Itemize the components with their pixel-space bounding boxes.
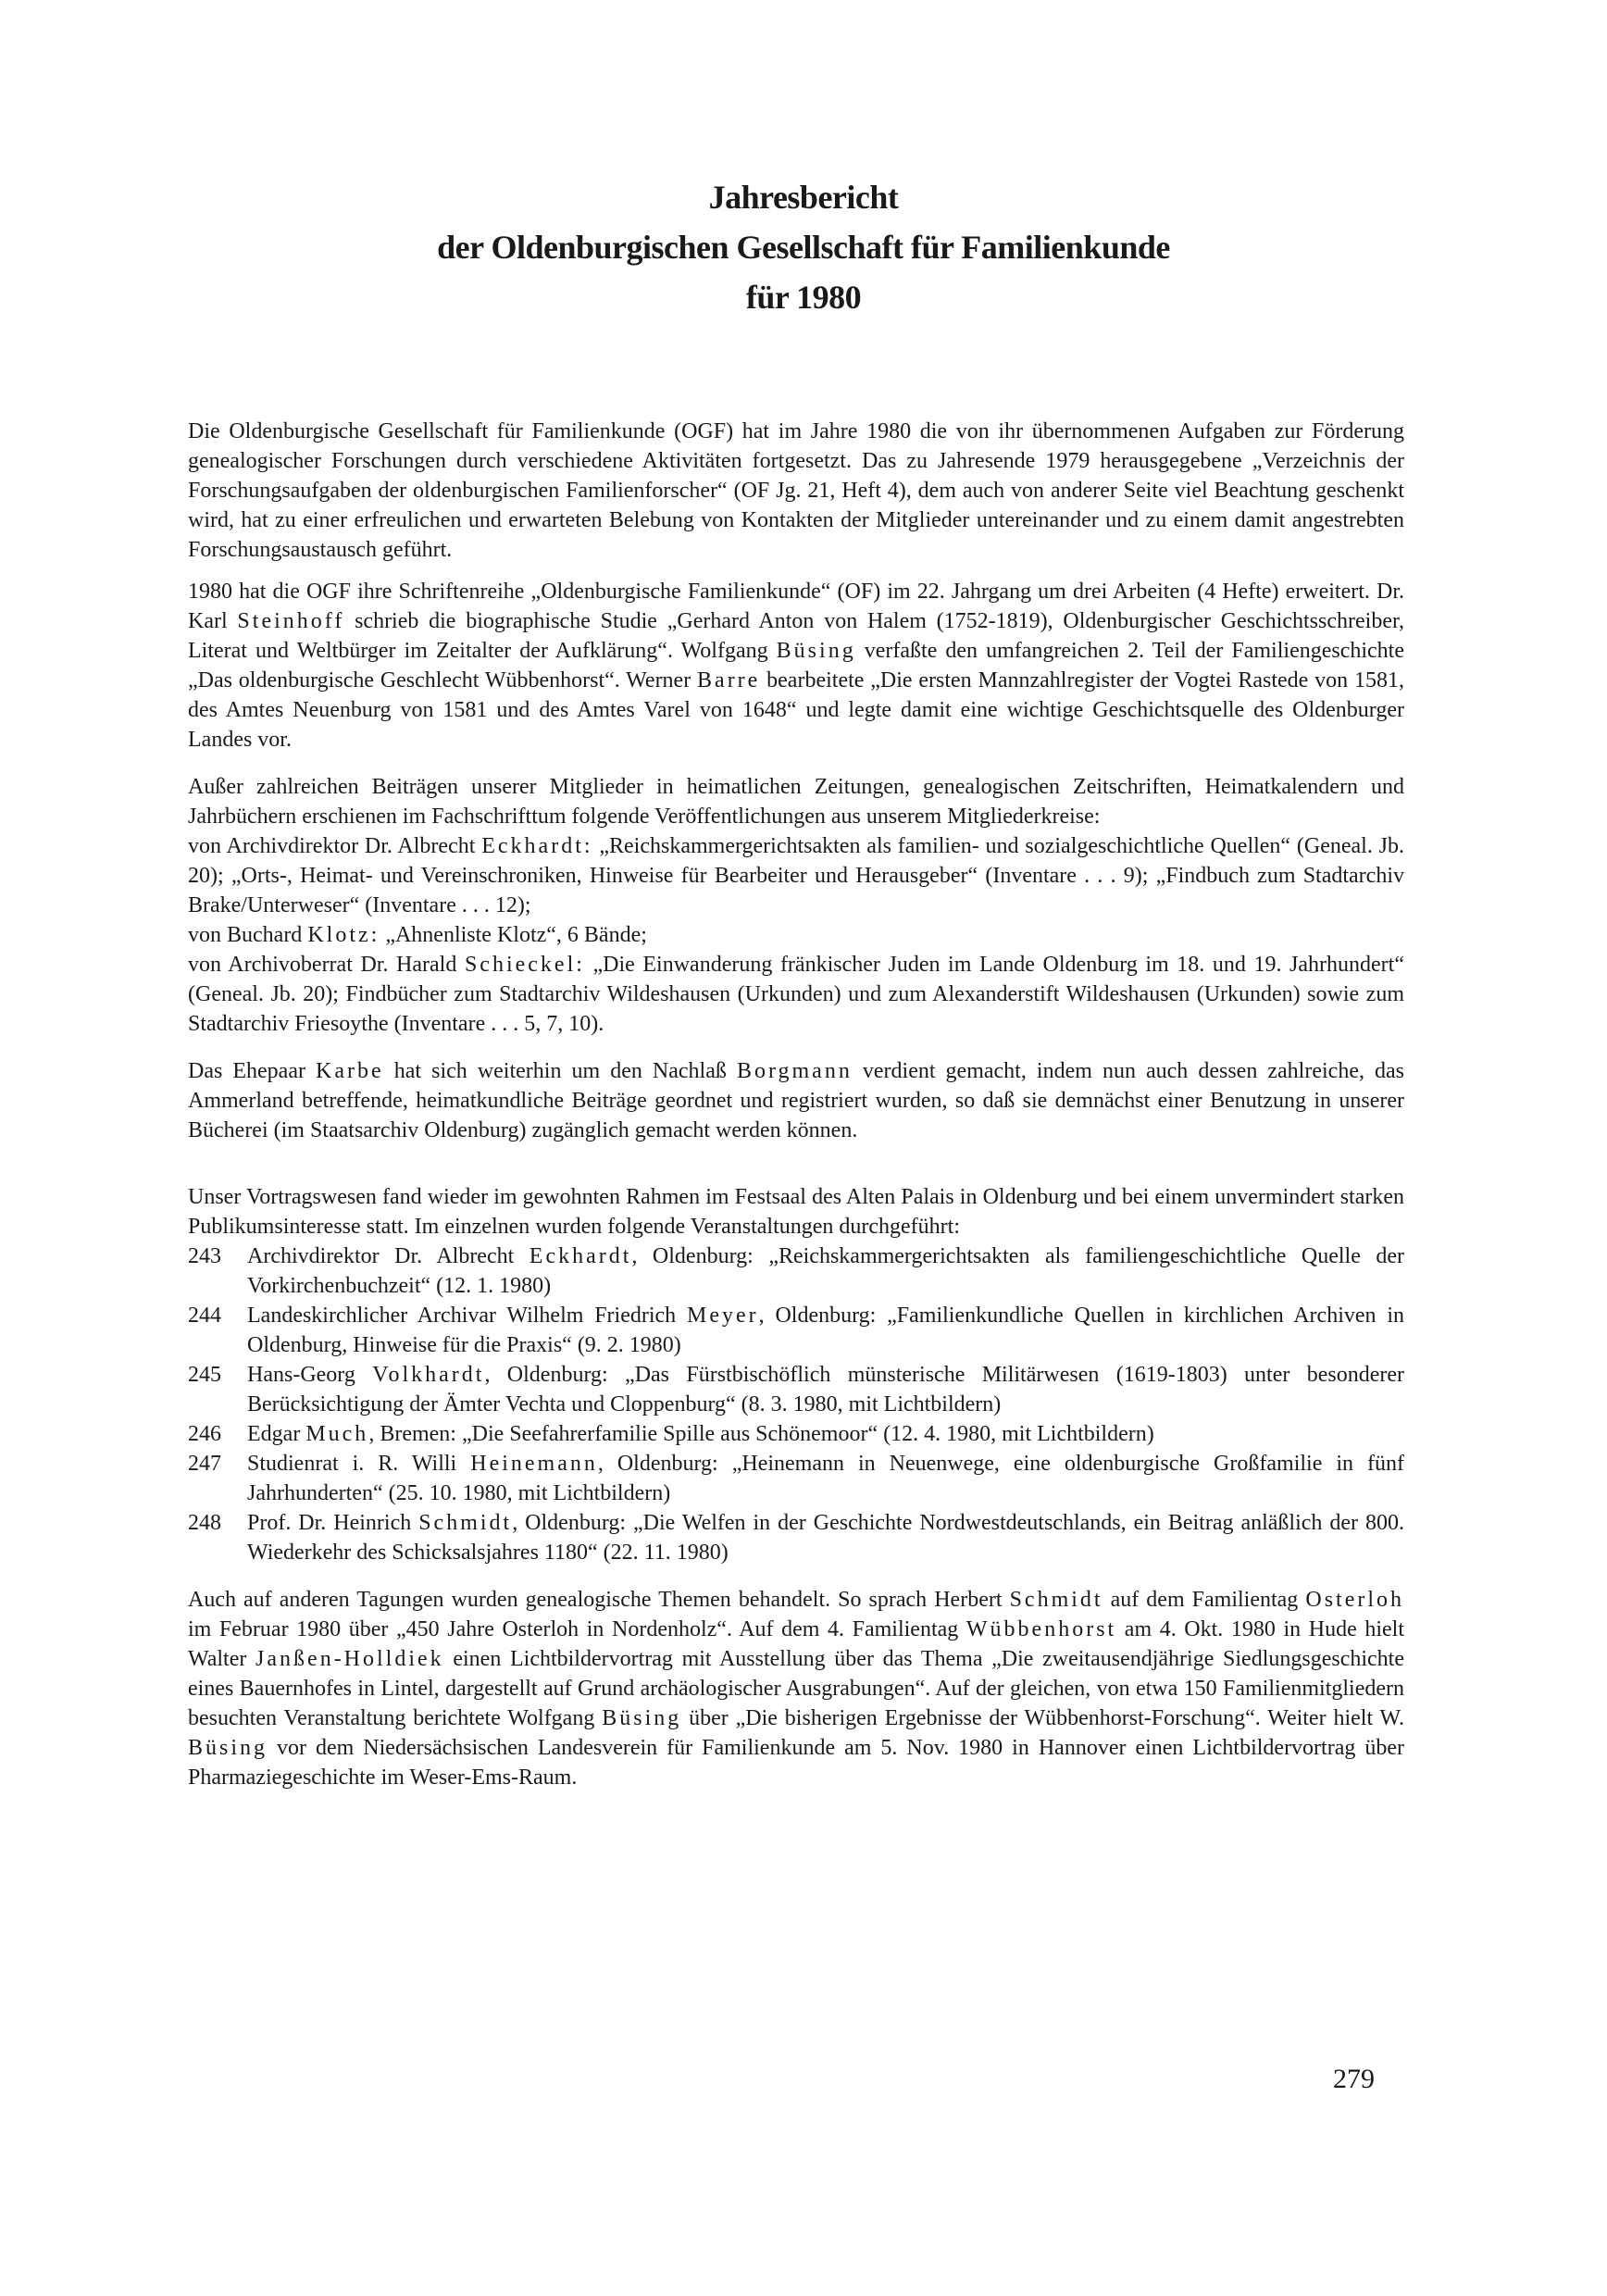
list-item: 245 Hans-Georg Volkhardt, Oldenburg: „Das Fürstbischöflich münsterische Militärwesen (1619-1803) unter besonderer Berücksichtigung der Ämter Vechta und Cloppenburg“ (8. 3. 1980, mit Lichtbildern) — [188, 1360, 1404, 1419]
title-line-1: Jahresbericht — [708, 179, 899, 216]
publication-entry: von Archivdirektor Dr. Albrecht Eckhardt: „Reichskammergerichtsakten als familien- und sozialgeschichtliche Quellen“ (Geneal. Jb. 20); „Orts-, Heimat- und Vereinschroniken, Hinweise für Bearbeiter und Herausgeber“ (Inventare . . . 9); „Findbuch zum Stadtarchiv Brake/Unterweser“ (Inventare . . . 12); — [188, 834, 1405, 917]
person-name: Osterloh — [1305, 1588, 1405, 1612]
page-title — [167, 172, 1440, 322]
person-name: Janßen-Holldiek — [255, 1647, 444, 1671]
person-name: Büsing — [188, 1736, 268, 1760]
list-item: 247 Studienrat i. R. Willi Heinemann, Oldenburg: „Heinemann in Neuenwege, eine oldenburgische Großfamilie in fünf Jahrhunderten“ (25. 10. 1980, mit Lichtbildern) — [188, 1449, 1404, 1508]
report-body — [188, 417, 1404, 1792]
lecture-number: 248 — [188, 1511, 221, 1535]
person-name: Schieckel: — [464, 953, 585, 977]
person-name: Eckhardt — [529, 1244, 632, 1268]
person-name: Volkhardt — [372, 1363, 485, 1387]
paragraph-member-publications: Außer zahlreichen Beiträgen unserer Mitglieder in heimatlichen Zeitungen, genealogischen Zeitschriften, Heimatkalendern und Jahrbüchern erschienen im Fachschrifttum folgende Veröffentlichungen aus unserem Mitgliederkreise: — [188, 775, 1404, 829]
lecture-number: 246 — [188, 1422, 221, 1446]
person-name: Wübbenhorst — [965, 1617, 1117, 1641]
person-name: Meyer — [687, 1304, 759, 1328]
person-name: Büsing — [776, 639, 856, 663]
list-item: 246 Edgar Much, Bremen: „Die Seefahrerfamilie Spille aus Schönemoor“ (12. 4. 1980, mit Lichtbildern) — [188, 1419, 1404, 1449]
lecture-number: 245 — [188, 1363, 221, 1387]
paragraph-publications-series: 1980 hat die OGF ihre Schriftenreihe „Oldenburgische Familienkunde“ (OF) im 22. Jahrgang um drei Arbeiten (4 Hefte) erweitert. Dr. Karl Steinhoff schrieb die biographische Studie „Gerhard Anton von Halem (1752-1819), Oldenburgischer Geschichtsschreiber, Literat und Weltbürger im Zeitalter der Aufklärung“. Wolfgang Büsing verfaßte den umfangreichen 2. Teil der Familiengeschichte „Das oldenburgische Geschlecht Wübbenhorst“. Werner Barre bearbeitete „Die ersten Mannzahlregister der Vogtei Rastede von 1581, des Amtes Neuenburg von 1581 und des Amtes Varel von 1648“ und legte damit eine wichtige Geschichtsquelle des Oldenburger Landes vor. — [188, 580, 1404, 752]
publication-entry: von Buchard Klotz: „Ahnenliste Klotz“, 6 Bände; — [188, 923, 647, 947]
paragraph-other-meetings: Auch auf anderen Tagungen wurden genealogische Themen behandelt. So sprach Herbert Schmidt auf dem Familientag Osterloh im Februar 1980 über „450 Jahre Osterloh in Nordenholz“. Auf dem 4. Familientag Wübbenhorst am 4. Okt. 1980 in Hude hielt Walter Janßen-Holldiek einen Lichtbildervortrag mit Ausstellung über das Thema „Die zweitausendjährige Siedlungsgeschichte eines Bauernhofes in Lintel, dargestellt auf Grund archäologischer Ausgrabungen“. Auf der gleichen, von etwa 150 Familienmitgliedern besuchten Veranstaltung berichtete Wolfgang Büsing über „Die bisherigen Ergebnisse der Wübbenhorst-Forschung“. Weiter hielt W. Büsing vor dem Niedersächsischen Landesverein für Familienkunde am 5. Nov. 1980 in Hannover einen Lichtbildervortrag über Pharmaziegeschichte im Weser-Ems-Raum. — [188, 1588, 1405, 1790]
lecture-number: 247 — [188, 1452, 221, 1476]
page-number: 279 — [1333, 2064, 1375, 2094]
publication-entry: von Archivoberrat Dr. Harald Schieckel: „Die Einwanderung fränkischer Juden im Lande Oldenburg im 18. und 19. Jahrhundert“ (Geneal. Jb. 20); Findbücher zum Stadtarchiv Wildeshausen (Urkunden) und zum Alexanderstift Wildeshausen (Urkunden) sowie zum Stadtarchiv Friesoythe (Inventare . . . 5, 7, 10). — [188, 953, 1404, 1036]
person-name: Schmidt — [418, 1511, 513, 1535]
person-name: Borgmann — [736, 1059, 853, 1083]
person-name: Schmidt — [1009, 1588, 1103, 1612]
title-line-2: der Oldenburgischen Gesellschaft für Familienkunde — [437, 229, 1170, 266]
person-name: Much — [305, 1422, 369, 1446]
list-item: 248 Prof. Dr. Heinrich Schmidt, Oldenburg: „Die Welfen in der Geschichte Nordwestdeutschlands, ein Beitrag anläßlich der 800. Wiederkehr des Schicksalsjahres 1180“ (22. 11. 1980) — [188, 1508, 1404, 1567]
person-name: Büsing — [602, 1706, 682, 1730]
list-item: 243 Archivdirektor Dr. Albrecht Eckhardt, Oldenburg: „Reichskammergerichtsakten als familiengeschichtliche Quelle der Vorkirchenbuchzeit“ (12. 1. 1980) — [188, 1242, 1404, 1301]
paragraph-introduction: Die Oldenburgische Gesellschaft für Familienkunde (OGF) hat im Jahre 1980 die von ihr übernommenen Aufgaben zur Förderung genealogischer Forschungen durch verschiedene Aktivitäten fortgesetzt. Das zu Jahresende 1979 herausgegebene „Verzeichnis der Forschungsaufgaben der oldenburgischen Familienforscher“ (OF Jg. 21, Heft 4), dem auch von anderer Seite viel Beachtung geschenkt wird, hat zu einer erfreulichen und erwarteten Belebung von Kontakten der Mitglieder untereinander und zu einem damit angestrebten Forschungsaustausch geführt. — [188, 419, 1404, 562]
person-name: Eckhardt: — [481, 834, 593, 858]
list-item: 244 Landeskirchlicher Archivar Wilhelm Friedrich Meyer, Oldenburg: „Familienkundliche Quellen in kirchlichen Archiven in Oldenburg, Hinweise für die Praxis“ (9. 2. 1980) — [188, 1301, 1404, 1360]
person-name: Heinemann — [470, 1452, 598, 1476]
person-name: Karbe — [316, 1059, 384, 1083]
lecture-number: 243 — [188, 1244, 221, 1268]
lecture-list — [188, 1242, 1404, 1567]
title-line-3: für 1980 — [745, 279, 862, 316]
person-name: Klotz: — [307, 923, 380, 947]
paragraph-lectures: Unser Vortragswesen fand wieder im gewohnten Rahmen im Festsaal des Alten Palais in Oldenburg und bei einem unvermindert starken Publikumsinteresse statt. Im einzelnen wurden folgende Veranstaltungen durchgeführt: — [188, 1185, 1404, 1239]
person-name: Barre — [697, 668, 761, 693]
person-name: Steinhoff — [237, 609, 345, 633]
lecture-number: 244 — [188, 1304, 221, 1328]
paragraph-estate: Das Ehepaar Karbe hat sich weiterhin um den Nachlaß Borgmann verdient gemacht, indem nun auch dessen zahlreiche, das Ammerland betreffende, heimatkundliche Beiträge geordnet und registriert wurden, so daß sie demnächst einer Benutzung in unserer Bücherei (im Staatsarchiv Oldenburg) zugänglich gemacht werden können. — [188, 1059, 1405, 1142]
